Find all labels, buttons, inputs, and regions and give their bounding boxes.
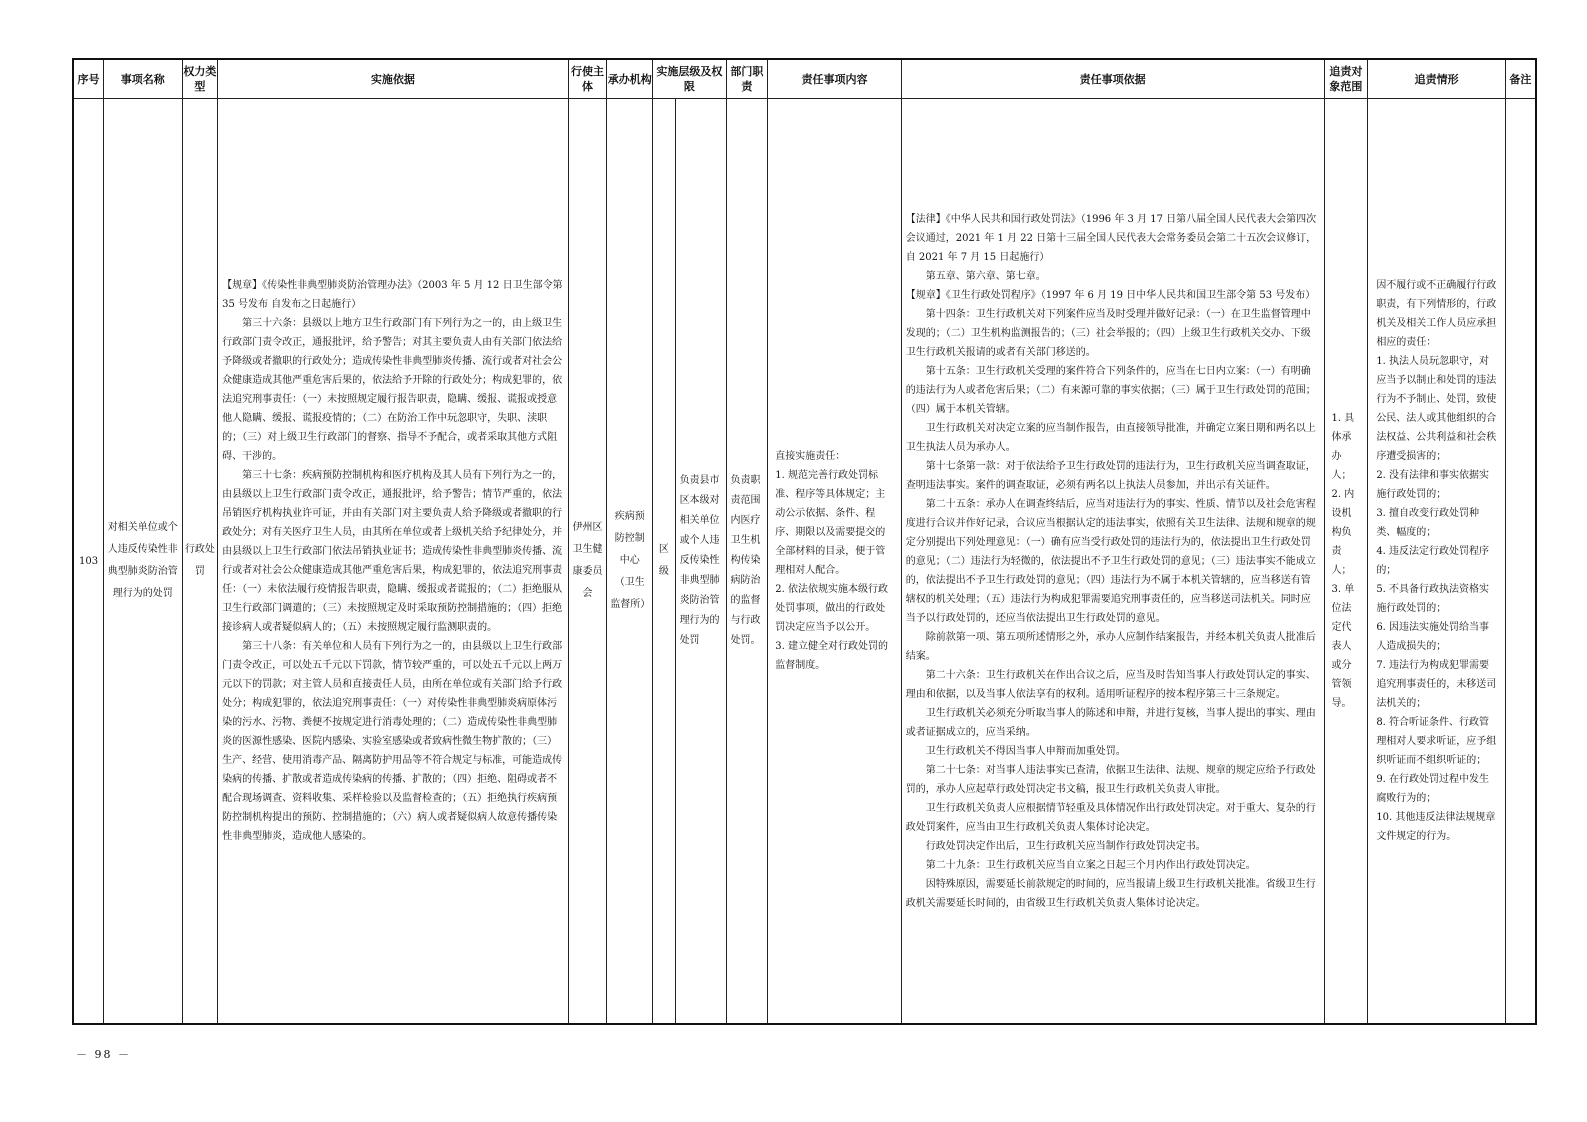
- resp-basis-paragraph: 【法律】《中华人民共和国行政处罚法》（1996 年 3 月 17 日第八届全国人民代表大会第四次会议通过，2021 年 1 月 22 日第十三届全国人民代表大会常务委员会第二十五次会议修订，自 2021 年 7 月 15 日起施行）: [905, 213, 1317, 263]
- accountability-case-item: 10. 其他违反法律法规规章文件规定的行为。: [1376, 812, 1496, 842]
- resp-basis-paragraph: 卫生行政机关不得因当事人申辩而加重处罚。: [925, 745, 1126, 757]
- resp-basis-paragraph: 行政处罚决定作出后，卫生行政机关应当制作行政处罚决定书。: [925, 840, 1206, 852]
- header-accountability-cases: 追责情形: [1368, 59, 1506, 99]
- header-subject: 行使主体: [568, 59, 607, 99]
- header-dept-duty: 部门职责: [726, 59, 768, 99]
- header-basis: 实施依据: [218, 59, 568, 99]
- header-resp-content: 责任事项内容: [768, 59, 901, 99]
- page-number: － 98 －: [76, 1048, 131, 1061]
- resp-content-item: 1. 规范完善行政处罚标准、程序等具体规定；主动公示依据、条件、程序、期限以及需要提交的全部材料的目录，便于管理相对人配合。: [775, 470, 886, 576]
- basis-paragraph: 第三十八条：有关单位和人员有下列行为之一的，由县级以上卫生行政部门责令改正，可以处五千元以下罚款，情节较严重的，可以处五千元以上两万元以下的罚款；对主管人员和直接责任人员，由所在单位或有关部门给予行政处分；构成犯罪的，依法追究刑事责任：（一）对传染性非典型肺炎病原体污染的污水、污物、粪便不按规定进行消毒处理的；（二）造成传染性非典型肺炎的医源性感染、医院内感染、实验室感染或者致病性微生物扩散的；（三）生产、经营、使用消毒产品、隔离防护用品等不符合规定与标准，可能造成传染病的传播、扩散或者造成传染病的传播、扩散的；（四）拒绝、阻碍或者不配合现场调查、资料收集、采样检验以及监督检查的；（五）拒绝执行疾病预防控制机构提出的预防、控制措施的；（六）病人或者疑似病人故意传播传染性非典型肺炎，造成他人感染的。: [222, 641, 563, 842]
- header-item-name: 事项名称: [104, 59, 182, 99]
- accountability-case-item: 7. 违法行为构成犯罪需要追究刑事责任的，未移送司法机关的；: [1376, 660, 1497, 709]
- row-subject: 伊州区卫生健康委员会: [568, 99, 607, 1025]
- accountability-case-item: 2. 没有法律和事实依据实施行政处罚的；: [1376, 470, 1490, 500]
- header-power-type: 权力类型: [182, 59, 218, 99]
- accountability-case-item: 1. 执法人员玩忽职守，对应当予以制止和处罚的违法行为不予制止、处罚，致使公民、法人或其他组织的合法权益、公共利益和社会秩序遭受损害的；: [1376, 356, 1497, 462]
- basis-text: [218, 276, 567, 846]
- resp-basis-paragraph: 卫生行政机关对决定立案的应当制作报告，由直接领导批准，并确定立案日期和两名以上卫生执法人员为承办人。: [905, 422, 1316, 453]
- resp-basis-paragraph: 第十五条：卫生行政机关受理的案件符合下列条件的，应当在七日内立案：（一）有明确的违法行为人或者危害后果；（二）有来源可靠的事实依据；（三）属于卫生行政处罚的范围；（四）属于本机关管辖。: [905, 365, 1316, 415]
- accountability-case-item: 8. 符合听证条件、行政管理相对人要求听证，应予组织听证而不组织听证的；: [1376, 717, 1497, 766]
- accountability-scope-text: [1325, 409, 1368, 713]
- row-basis: [218, 99, 568, 1025]
- basis-paragraph: 第三十六条：县级以上地方卫生行政部门有下列行为之一的，由上级卫生行政部门责令改正，通报批评，给予警告；对其主要负责人由有关部门依法给予降级或者撤职的行政处分；造成传染性非典型肺炎传播、流行或者对社会公众健康造成其他严重危害后果的，依法给予开除的行政处分；构成犯罪的，依法追究刑事责任：（一）未按照规定履行报告职责，隐瞒、缓报、谎报或授意他人隐瞒、缓报、谎报疫情的；（二）在防治工作中玩忽职守，失职、渎职的；（三）对上级卫生行政部门的督察、指导不予配合，或者采取其他方式阻碍、干涉的。: [222, 318, 563, 462]
- resp-basis-paragraph: 卫生行政机关必须充分听取当事人的陈述和申辩，并进行复核，当事人提出的事实、理由或者证据成立的，应当采纳。: [905, 707, 1316, 738]
- resp-basis-paragraph: 第二十七条：对当事人违法事实已查清，依据卫生法律、法规、规章的规定应给予行政处罚的，承办人应起草行政处罚决定书文稿，报卫生行政机关负责人审批。: [905, 764, 1316, 795]
- row-resp-content: [768, 99, 901, 1025]
- accountability-case-item: 3. 擅自改变行政处罚种类、幅度的；: [1376, 508, 1480, 538]
- row-item-name: 对相关单位或个人违反传染性非典型肺炎防治管理行为的处罚: [104, 99, 182, 1025]
- resp-basis-paragraph: 因特殊原因，需要延长前款规定的时间的，应当报请上级卫生行政机关批准。省级卫生行政机关需要延长时间的，由省级卫生行政机关负责人集体讨论决定。: [905, 878, 1316, 909]
- row-power-type: 行政处罚: [182, 99, 218, 1025]
- power-list-table: [72, 58, 1537, 1025]
- resp-content-text: [768, 447, 900, 675]
- basis-paragraph: 【规章】《传染性非典型肺炎防治管理办法》（2003 年 5 月 12 日卫生部令第 35 号发布 自发布之日起施行）: [222, 280, 566, 310]
- table-row: [73, 99, 1536, 1025]
- header-level: 实施层级及权限: [653, 59, 726, 99]
- header-accountability-scope: 追责对象范围: [1324, 59, 1368, 99]
- header-undertaking: 承办机构: [607, 59, 653, 99]
- resp-basis-paragraph: 第二十五条：承办人在调查终结后，应当对违法行为的事实、性质、情节以及社会危害程度进行合议并作好记录，合议应当根据认定的违法事实，依照有关卫生法律、法规和规章的规定分别提出下列处理意见：（一）确有应当受行政处罚的违法行为的，依法提出卫生行政处罚的意见；（二）违法行为轻微的，依法提出不予卫生行政处罚的意见；（三）违法事实不能成立的，依法提出不予卫生行政处罚的意见；（四）违法行为不属于本机关管辖的，应当移送有管辖权的机关处理；（五）违法行为构成犯罪需要追究刑事责任的，应当移送司法机关。同时应当予以行政处罚的，还应当依法提出卫生行政处罚的意见。: [905, 498, 1316, 624]
- row-level-scope: 负责县市区本级对相关单位或个人违反传染性非典型肺炎防治管理行为的处罚: [675, 99, 726, 1025]
- header-seq: 序号: [73, 59, 104, 99]
- accountability-case-item: 6. 因违法实施处罚给当事人造成损失的；: [1376, 622, 1490, 652]
- header-resp-basis: 责任事项依据: [901, 59, 1324, 99]
- row-level: 区级: [653, 99, 675, 1025]
- accountability-scope-item: 3. 单位法定代表人或分管领导。: [1331, 584, 1355, 709]
- resp-basis-paragraph: 第二十九条：卫生行政机关应当自立案之日起三个月内作出行政处罚决定。: [925, 859, 1256, 871]
- row-remarks: [1505, 99, 1536, 1025]
- header-remarks: 备注: [1505, 59, 1536, 99]
- resp-basis-paragraph: 卫生行政机关负责人应根据情节轻重及具体情况作出行政处罚决定。对于重大、复杂的行政处罚案件，应当由卫生行政机关负责人集体讨论决定。: [905, 802, 1316, 833]
- resp-basis-paragraph: 第十七条第一款：对于依法给予卫生行政处罚的违法行为，卫生行政机关应当调查取证，查明违法事实。案件的调查取证，必须有两名以上执法人员参加，并出示有关证件。: [905, 460, 1316, 491]
- resp-basis-text: [902, 210, 1324, 913]
- accountability-scope-item: 1. 具体承办人；: [1331, 413, 1355, 481]
- resp-basis-paragraph: 第十四条：卫生行政机关对下列案件应当及时受理并做好记录：（一）在卫生监督管理中发现的；（二）卫生机构监测报告的；（三）社会举报的；（四）上级卫生行政机关交办、下级卫生行政机关报请的或者有关部门移送的。: [905, 308, 1311, 358]
- accountability-case-item: 因不履行或不正确履行行政职责，有下列情形的，行政机关及相关工作人员应承担相应的责任：: [1376, 280, 1497, 348]
- row-accountability-cases: [1368, 99, 1506, 1025]
- resp-basis-paragraph: 第二十六条：卫生行政机关在作出合议之后，应当及时告知当事人行政处罚认定的事实、理由和依据，以及当事人依法享有的权利。适用听证程序的按本程序第三十三条规定。: [905, 669, 1316, 700]
- accountability-case-item: 9. 在行政处罚过程中发生腐败行为的；: [1376, 774, 1490, 804]
- row-dept-duty: 负责职责范围内医疗卫生机构传染病防治的监督与行政处罚。: [726, 99, 768, 1025]
- accountability-scope-item: 2. 内设机构负责人；: [1331, 489, 1355, 576]
- accountability-case-item: 5. 不具备行政执法资格实施行政处罚的；: [1376, 584, 1490, 614]
- resp-content-item: 直接实施责任：: [775, 451, 846, 462]
- basis-paragraph: 第三十七条：疾病预防控制机构和医疗机构及其人员有下列行为之一的，由县级以上卫生行政部门责令改正，通报批评，给予警告；情节严重的，依法吊销医疗机构执业许可证，并由有关部门对主要负责人给予降级或者撤职的行政处分；对有关医疗卫生人员，由其所在单位或者上级机关给予纪律处分，并由县级以上卫生行政部门依法吊销执业证书；造成传染性非典型肺炎传播、流行或者对社会公众健康造成其他严重危害后果，构成犯罪的，依法追究刑事责任：（一）未依法履行疫情报告职责，隐瞒、缓报或者谎报的；（二）拒绝服从卫生行政部门调遣的；（三）未按照规定及时采取预防控制措施的；（四）拒绝接诊病人或者疑似病人的；（五）未按照规定履行监测职责的。: [222, 470, 563, 633]
- row-accountability-scope: [1324, 99, 1368, 1025]
- row-undertaking: 疾病预防控制中心（卫生监督所）: [607, 99, 653, 1025]
- resp-content-item: 3. 建立健全对行政处罚的监督制度。: [775, 641, 888, 671]
- accountability-cases-text: [1368, 276, 1505, 846]
- resp-basis-paragraph: 除前款第一项、第五项所述情形之外，承办人应制作结案报告，并经本机关负责人批准后结案。: [905, 631, 1316, 662]
- row-seq: 103: [73, 99, 104, 1025]
- resp-basis-paragraph: 【规章】《卫生行政处罚程序》（1997 年 6 月 19 日中华人民共和国卫生部令第 53 号发布）: [905, 289, 1316, 301]
- accountability-case-item: 4. 违反法定行政处罚程序的；: [1376, 546, 1490, 576]
- resp-content-item: 2. 依法依规实施本级行政处罚事项，做出的行政处罚决定应当予以公开。: [775, 584, 888, 633]
- header-row: [73, 59, 1536, 99]
- resp-basis-paragraph: 第五章、第六章、第七章。: [925, 270, 1046, 282]
- row-resp-basis: [901, 99, 1324, 1025]
